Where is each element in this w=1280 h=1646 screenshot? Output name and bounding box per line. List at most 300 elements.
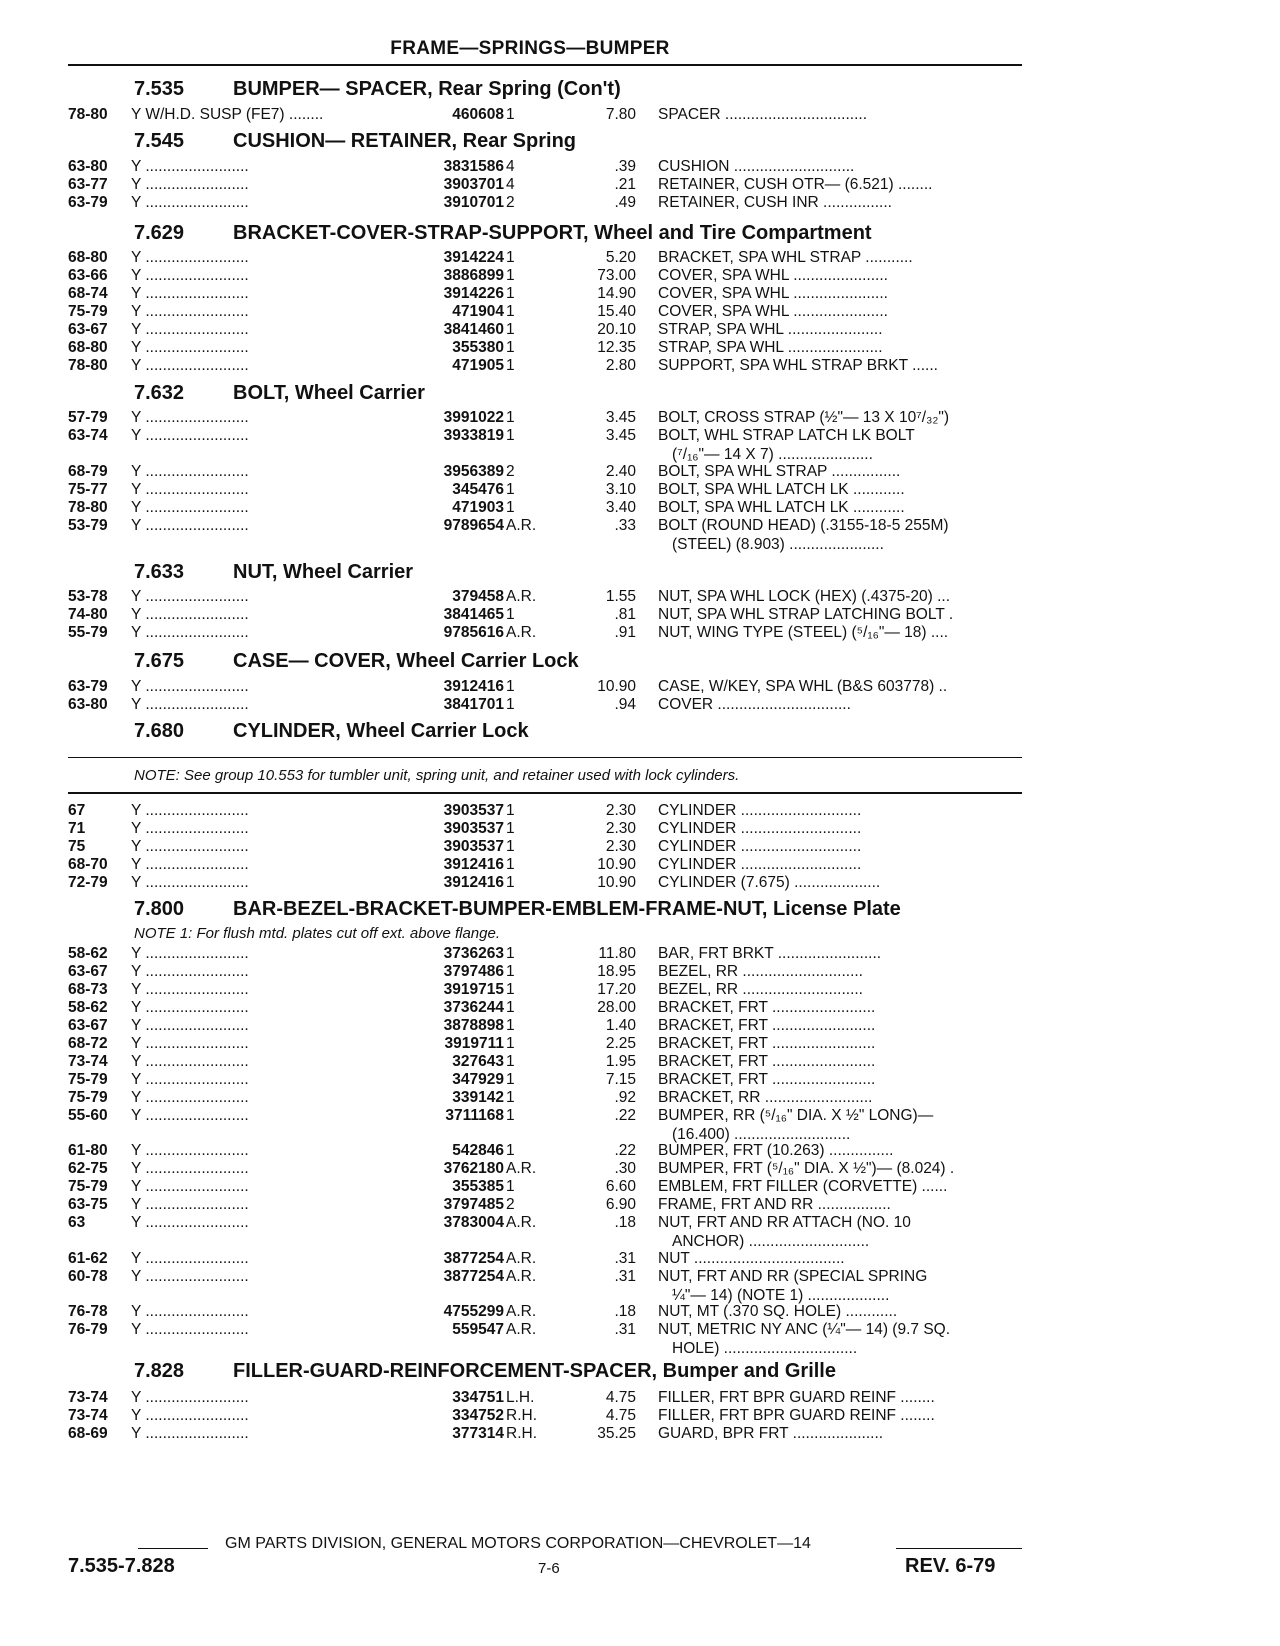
- description: BOLT, WHL STRAP LATCH LK BOLT: [658, 427, 915, 444]
- description: BEZEL, RR ............................: [658, 981, 863, 998]
- model-years: 75-79: [68, 1178, 108, 1195]
- model-years: 53-78: [68, 588, 108, 605]
- part-number: 327643: [452, 1053, 504, 1070]
- model-years: 62-75: [68, 1160, 108, 1177]
- quantity: 1: [506, 678, 515, 695]
- price: .33: [614, 517, 636, 534]
- quantity: 1: [506, 249, 515, 266]
- section-heading: [0, 720, 1280, 746]
- price: .92: [614, 1089, 636, 1106]
- table-row: [0, 105, 1280, 124]
- price: .81: [614, 606, 636, 623]
- price: 2.80: [605, 357, 636, 374]
- part-number: 3912416: [443, 856, 504, 873]
- table-row: [0, 266, 1280, 285]
- part-number: 3919711: [444, 1035, 504, 1052]
- table-row: [0, 998, 1280, 1017]
- price: .49: [614, 194, 636, 211]
- application: Y ........................: [131, 463, 249, 480]
- description: BRACKET, SPA WHL STRAP ...........: [658, 249, 913, 266]
- quantity: 1: [506, 303, 515, 320]
- table-row: [0, 426, 1280, 463]
- model-years: 73-74: [68, 1053, 108, 1070]
- quantity: 1: [506, 321, 515, 338]
- description: COVER ...............................: [658, 696, 851, 713]
- quantity: 1: [506, 1035, 515, 1052]
- table-row: [0, 1016, 1280, 1035]
- application: Y ........................: [131, 285, 249, 302]
- part-number: 542846: [452, 1142, 504, 1159]
- footer-revision: REV. 6-79: [905, 1555, 996, 1577]
- model-years: 63-79: [68, 194, 108, 211]
- table-row: [0, 248, 1280, 267]
- quantity: A.R.: [506, 1250, 537, 1267]
- description: BAR, FRT BRKT ........................: [658, 945, 882, 962]
- section-heading: [0, 898, 1280, 924]
- part-number: 3878898: [443, 1017, 504, 1034]
- application: Y ........................: [131, 1178, 249, 1195]
- section-heading: [0, 130, 1280, 156]
- part-number: 471903: [452, 499, 504, 516]
- application: Y ........................: [131, 1071, 249, 1088]
- part-number: 3903537: [443, 802, 504, 819]
- model-years: 63-80: [68, 158, 108, 175]
- description: COVER, SPA WHL ......................: [658, 285, 888, 302]
- quantity: 1: [506, 106, 515, 123]
- description-continued: (16.400) ...........................: [672, 1126, 851, 1143]
- section-number: 7.828: [134, 1360, 185, 1382]
- application: Y ........................: [131, 339, 249, 356]
- section-number: 7.545: [134, 130, 185, 152]
- model-years: 75-77: [68, 481, 108, 498]
- description: CYLINDER ............................: [658, 802, 862, 819]
- part-number: 3841465: [443, 606, 504, 623]
- price: .91: [614, 624, 636, 641]
- quantity: 1: [506, 838, 515, 855]
- description: BRACKET, FRT ........................: [658, 1071, 876, 1088]
- application: Y ........................: [131, 678, 249, 695]
- table-row: [0, 962, 1280, 981]
- application: Y ........................: [131, 409, 249, 426]
- application: Y ........................: [131, 517, 249, 534]
- application: Y ........................: [131, 249, 249, 266]
- quantity: A.R.: [506, 1214, 537, 1231]
- part-number: 334752: [452, 1407, 504, 1424]
- model-years: 63-75: [68, 1196, 108, 1213]
- table-row: [0, 1141, 1280, 1160]
- quantity: 1: [506, 427, 515, 444]
- table-row: [0, 480, 1280, 499]
- description: CUSHION ............................: [658, 158, 855, 175]
- application: Y ........................: [131, 1389, 249, 1406]
- model-years: 76-78: [68, 1303, 108, 1320]
- price: 1.40: [605, 1017, 636, 1034]
- description: BUMPER, FRT (⁵/₁₆" DIA. X ½")— (8.024) .: [658, 1160, 955, 1177]
- model-years: 78-80: [68, 106, 108, 123]
- section-number: 7.800: [134, 898, 185, 920]
- quantity: 4: [506, 158, 515, 175]
- price: .18: [614, 1214, 636, 1231]
- table-row: [0, 408, 1280, 427]
- part-number: 3914224: [443, 249, 504, 266]
- quantity: 1: [506, 1089, 515, 1106]
- section-title: BOLT, Wheel Carrier: [233, 382, 425, 404]
- application: Y ........................: [131, 588, 249, 605]
- part-number: 339142: [452, 1089, 504, 1106]
- model-years: 58-62: [68, 945, 108, 962]
- description: BOLT (ROUND HEAD) (.3155-18-5 255M): [658, 517, 949, 534]
- model-years: 68-74: [68, 285, 108, 302]
- model-years: 75-79: [68, 303, 108, 320]
- quantity: 1: [506, 285, 515, 302]
- description: BUMPER, FRT (10.263) ...............: [658, 1142, 894, 1159]
- quantity: L.H.: [506, 1389, 535, 1406]
- table-row: [0, 1406, 1280, 1425]
- application: Y ........................: [131, 176, 249, 193]
- application: Y ........................: [131, 1017, 249, 1034]
- part-number: 3912416: [443, 874, 504, 891]
- price: 17.20: [597, 981, 636, 998]
- price: .31: [614, 1321, 636, 1338]
- price: 35.25: [597, 1425, 636, 1442]
- footer-page-number: 7-6: [538, 1560, 560, 1577]
- application: Y ........................: [131, 321, 249, 338]
- description: NUT, SPA WHL LOCK (HEX) (.4375-20) ...: [658, 588, 950, 605]
- description: BOLT, SPA WHL STRAP ................: [658, 463, 901, 480]
- table-row: [0, 819, 1280, 838]
- description: EMBLEM, FRT FILLER (CORVETTE) ......: [658, 1178, 948, 1195]
- price: 20.10: [597, 321, 636, 338]
- quantity: 2: [506, 1196, 515, 1213]
- price: 3.10: [605, 481, 636, 498]
- application: Y W/H.D. SUSP (FE7) ........: [131, 106, 324, 123]
- footer-publisher: GM PARTS DIVISION, GENERAL MOTORS CORPORATION—CHEVROLET—14: [225, 1535, 811, 1552]
- quantity: A.R.: [506, 1160, 537, 1177]
- quantity: 1: [506, 802, 515, 819]
- table-row: [0, 587, 1280, 606]
- part-number: 3903537: [443, 838, 504, 855]
- description: BRACKET, FRT ........................: [658, 999, 876, 1016]
- model-years: 60-78: [68, 1268, 108, 1285]
- price: .39: [614, 158, 636, 175]
- part-number: 334751: [452, 1389, 504, 1406]
- table-row: [0, 284, 1280, 303]
- quantity: 1: [506, 409, 515, 426]
- table-row: [0, 1249, 1280, 1268]
- footer-rule-left: [138, 1548, 208, 1549]
- quantity: 1: [506, 945, 515, 962]
- description: GUARD, BPR FRT .....................: [658, 1425, 884, 1442]
- price: 28.00: [597, 999, 636, 1016]
- section-heading: [0, 222, 1280, 248]
- description: BRACKET, FRT ........................: [658, 1053, 876, 1070]
- application: Y ........................: [131, 945, 249, 962]
- part-number: 3914226: [443, 285, 504, 302]
- price: 14.90: [597, 285, 636, 302]
- part-number: 379458: [452, 588, 504, 605]
- section-number: 7.633: [134, 561, 185, 583]
- quantity: 2: [506, 194, 515, 211]
- price: 2.40: [605, 463, 636, 480]
- quantity: 1: [506, 267, 515, 284]
- description: BEZEL, RR ............................: [658, 963, 863, 980]
- model-years: 63-66: [68, 267, 108, 284]
- description: NUT, SPA WHL STRAP LATCHING BOLT .: [658, 606, 954, 623]
- footer-rule-right: [896, 1548, 1022, 1549]
- model-years: 58-62: [68, 999, 108, 1016]
- section-rule: [68, 792, 1022, 794]
- price: .22: [614, 1107, 636, 1124]
- table-row: [0, 193, 1280, 212]
- application: Y ........................: [131, 158, 249, 175]
- price: 3.45: [605, 427, 636, 444]
- quantity: 1: [506, 339, 515, 356]
- part-number: 3903537: [443, 820, 504, 837]
- description: STRAP, SPA WHL ......................: [658, 321, 883, 338]
- table-row: [0, 1159, 1280, 1178]
- price: 7.80: [605, 106, 636, 123]
- application: Y ........................: [131, 427, 249, 444]
- part-number: 3910701: [443, 194, 504, 211]
- application: Y ........................: [131, 1196, 249, 1213]
- quantity: 1: [506, 1142, 515, 1159]
- application: Y ........................: [131, 1214, 249, 1231]
- model-years: 68-79: [68, 463, 108, 480]
- price: 12.35: [597, 339, 636, 356]
- price: 10.90: [597, 874, 636, 891]
- price: .21: [614, 176, 636, 193]
- application: Y ........................: [131, 874, 249, 891]
- model-years: 63-67: [68, 1017, 108, 1034]
- application: Y ........................: [131, 624, 249, 641]
- part-number: 9789654: [443, 517, 504, 534]
- table-row: [0, 873, 1280, 892]
- model-years: 57-79: [68, 409, 108, 426]
- table-row: [0, 1034, 1280, 1053]
- model-years: 63-80: [68, 696, 108, 713]
- price: .31: [614, 1250, 636, 1267]
- part-number: 471904: [452, 303, 504, 320]
- price: 4.75: [605, 1389, 636, 1406]
- section-title: BUMPER— SPACER, Rear Spring (Con't): [233, 78, 621, 100]
- part-number: 355380: [452, 339, 504, 356]
- model-years: 63-77: [68, 176, 108, 193]
- application: Y ........................: [131, 802, 249, 819]
- application: Y ........................: [131, 820, 249, 837]
- application: Y ........................: [131, 1053, 249, 1070]
- price: .94: [614, 696, 636, 713]
- quantity: A.R.: [506, 517, 537, 534]
- description-continued: (STEEL) (8.903) ......................: [672, 536, 884, 553]
- section-number: 7.629: [134, 222, 185, 244]
- part-number: 559547: [452, 1321, 504, 1338]
- part-number: 3903701: [443, 176, 504, 193]
- application: Y ........................: [131, 303, 249, 320]
- description: COVER, SPA WHL ......................: [658, 303, 888, 320]
- quantity: 1: [506, 999, 515, 1016]
- table-row: [0, 1052, 1280, 1071]
- description: CYLINDER ............................: [658, 838, 862, 855]
- section-title: CASE— COVER, Wheel Carrier Lock: [233, 650, 579, 672]
- part-number: 3877254: [443, 1268, 504, 1285]
- table-row: [0, 356, 1280, 375]
- model-years: 75: [68, 838, 86, 855]
- table-row: [0, 320, 1280, 339]
- quantity: A.R.: [506, 588, 537, 605]
- model-years: 63-74: [68, 427, 108, 444]
- part-number: 3991022: [443, 409, 504, 426]
- section-number: 7.675: [134, 650, 185, 672]
- price: 2.25: [605, 1035, 636, 1052]
- part-number: 3736263: [443, 945, 504, 962]
- table-row: [0, 516, 1280, 553]
- quantity: 1: [506, 499, 515, 516]
- application: Y ........................: [131, 1089, 249, 1106]
- part-number: 3886899: [443, 267, 504, 284]
- model-years: 61-80: [68, 1142, 108, 1159]
- description: RETAINER, CUSH OTR— (6.521) ........: [658, 176, 933, 193]
- price: 2.30: [605, 820, 636, 837]
- price: .30: [614, 1160, 636, 1177]
- table-row: [0, 1302, 1280, 1321]
- description: COVER, SPA WHL ......................: [658, 267, 888, 284]
- model-years: 68-73: [68, 981, 108, 998]
- section-number: 7.632: [134, 382, 185, 404]
- table-row: [0, 157, 1280, 176]
- part-number: 355385: [452, 1178, 504, 1195]
- price: .22: [614, 1142, 636, 1159]
- part-number: 3711168: [445, 1107, 504, 1124]
- model-years: 63-67: [68, 963, 108, 980]
- application: Y ........................: [131, 1268, 249, 1285]
- part-number: 3783004: [443, 1214, 504, 1231]
- description: SUPPORT, SPA WHL STRAP BRKT ......: [658, 357, 938, 374]
- description: BUMPER, RR (⁵/₁₆" DIA. X ½" LONG)—: [658, 1107, 934, 1124]
- description: NUT, WING TYPE (STEEL) (⁵/₁₆"— 18) ....: [658, 624, 949, 641]
- quantity: 1: [506, 874, 515, 891]
- price: 18.95: [597, 963, 636, 980]
- application: Y ........................: [131, 1407, 249, 1424]
- table-row: [0, 1320, 1280, 1357]
- application: Y ........................: [131, 1250, 249, 1267]
- description: CASE, W/KEY, SPA WHL (B&S 603778) ..: [658, 678, 948, 695]
- description: BRACKET, FRT ........................: [658, 1017, 876, 1034]
- model-years: 72-79: [68, 874, 108, 891]
- description-continued: ¼"— 14) (NOTE 1) ...................: [672, 1287, 890, 1304]
- model-years: 63-79: [68, 678, 108, 695]
- quantity: 1: [506, 357, 515, 374]
- table-row: [0, 801, 1280, 820]
- price: 73.00: [597, 267, 636, 284]
- model-years: 78-80: [68, 499, 108, 516]
- model-years: 73-74: [68, 1389, 108, 1406]
- quantity: 1: [506, 963, 515, 980]
- application: Y ........................: [131, 267, 249, 284]
- section-rule: [68, 757, 1022, 758]
- quantity: 1: [506, 1107, 515, 1124]
- part-number: 471905: [452, 357, 504, 374]
- description-continued: ANCHOR) ............................: [672, 1233, 870, 1250]
- application: Y ........................: [131, 1142, 249, 1159]
- description: CYLINDER ............................: [658, 820, 862, 837]
- table-row: [0, 944, 1280, 963]
- table-row: [0, 695, 1280, 714]
- section-heading: [0, 1360, 1280, 1386]
- application: Y ........................: [131, 194, 249, 211]
- model-years: 67: [68, 802, 86, 819]
- section-title: NUT, Wheel Carrier: [233, 561, 414, 583]
- header-rule: [68, 64, 1022, 66]
- model-years: 55-60: [68, 1107, 108, 1124]
- table-row: [0, 980, 1280, 999]
- part-number: 347929: [452, 1071, 504, 1088]
- part-number: 3762180: [443, 1160, 504, 1177]
- model-years: 76-79: [68, 1321, 108, 1338]
- part-number: 3831586: [443, 158, 504, 175]
- quantity: 1: [506, 1053, 515, 1070]
- table-row: [0, 1106, 1280, 1143]
- quantity: 1: [506, 1178, 515, 1195]
- model-years: 78-80: [68, 357, 108, 374]
- quantity: 1: [506, 606, 515, 623]
- description: CYLINDER ............................: [658, 856, 862, 873]
- table-row: [0, 1177, 1280, 1196]
- description: NUT, MT (.370 SQ. HOLE) ............: [658, 1303, 898, 1320]
- part-number: 3877254: [443, 1250, 504, 1267]
- model-years: 68-80: [68, 249, 108, 266]
- quantity: 1: [506, 481, 515, 498]
- price: 10.90: [597, 678, 636, 695]
- quantity: 1: [506, 696, 515, 713]
- application: Y ........................: [131, 1303, 249, 1320]
- application: Y ........................: [131, 499, 249, 516]
- table-row: [0, 1070, 1280, 1089]
- section-title: BAR-BEZEL-BRACKET-BUMPER-EMBLEM-FRAME-NUT, License Plate: [233, 898, 901, 920]
- model-years: 74-80: [68, 606, 108, 623]
- application: Y ........................: [131, 1160, 249, 1177]
- description: SPACER .................................: [658, 106, 868, 123]
- application: Y ........................: [131, 838, 249, 855]
- model-years: 68-70: [68, 856, 108, 873]
- model-years: 68-72: [68, 1035, 108, 1052]
- section-number: 7.535: [134, 78, 185, 100]
- table-row: [0, 837, 1280, 856]
- application: Y ........................: [131, 1107, 249, 1124]
- footer-range: 7.535-7.828: [68, 1555, 175, 1577]
- part-number: 3841460: [443, 321, 504, 338]
- quantity: 1: [506, 856, 515, 873]
- application: Y ........................: [131, 696, 249, 713]
- application: Y ........................: [131, 856, 249, 873]
- table-row: [0, 1424, 1280, 1443]
- quantity: A.R.: [506, 1321, 537, 1338]
- quantity: A.R.: [506, 624, 537, 641]
- table-row: [0, 1088, 1280, 1107]
- price: 5.20: [605, 249, 636, 266]
- section-heading: [0, 78, 1280, 104]
- section-heading: [0, 650, 1280, 676]
- part-number: 3841701: [443, 696, 504, 713]
- application: Y ........................: [131, 606, 249, 623]
- application: Y ........................: [131, 481, 249, 498]
- description: BOLT, SPA WHL LATCH LK ............: [658, 499, 905, 516]
- description: BOLT, CROSS STRAP (½"— 13 X 10⁷/₃₂"): [658, 409, 950, 426]
- price: 3.40: [605, 499, 636, 516]
- quantity: 1: [506, 981, 515, 998]
- section-title: BRACKET-COVER-STRAP-SUPPORT, Wheel and Tire Compartment: [233, 222, 872, 244]
- price: 2.30: [605, 838, 636, 855]
- page-title: FRAME—SPRINGS—BUMPER: [390, 38, 670, 59]
